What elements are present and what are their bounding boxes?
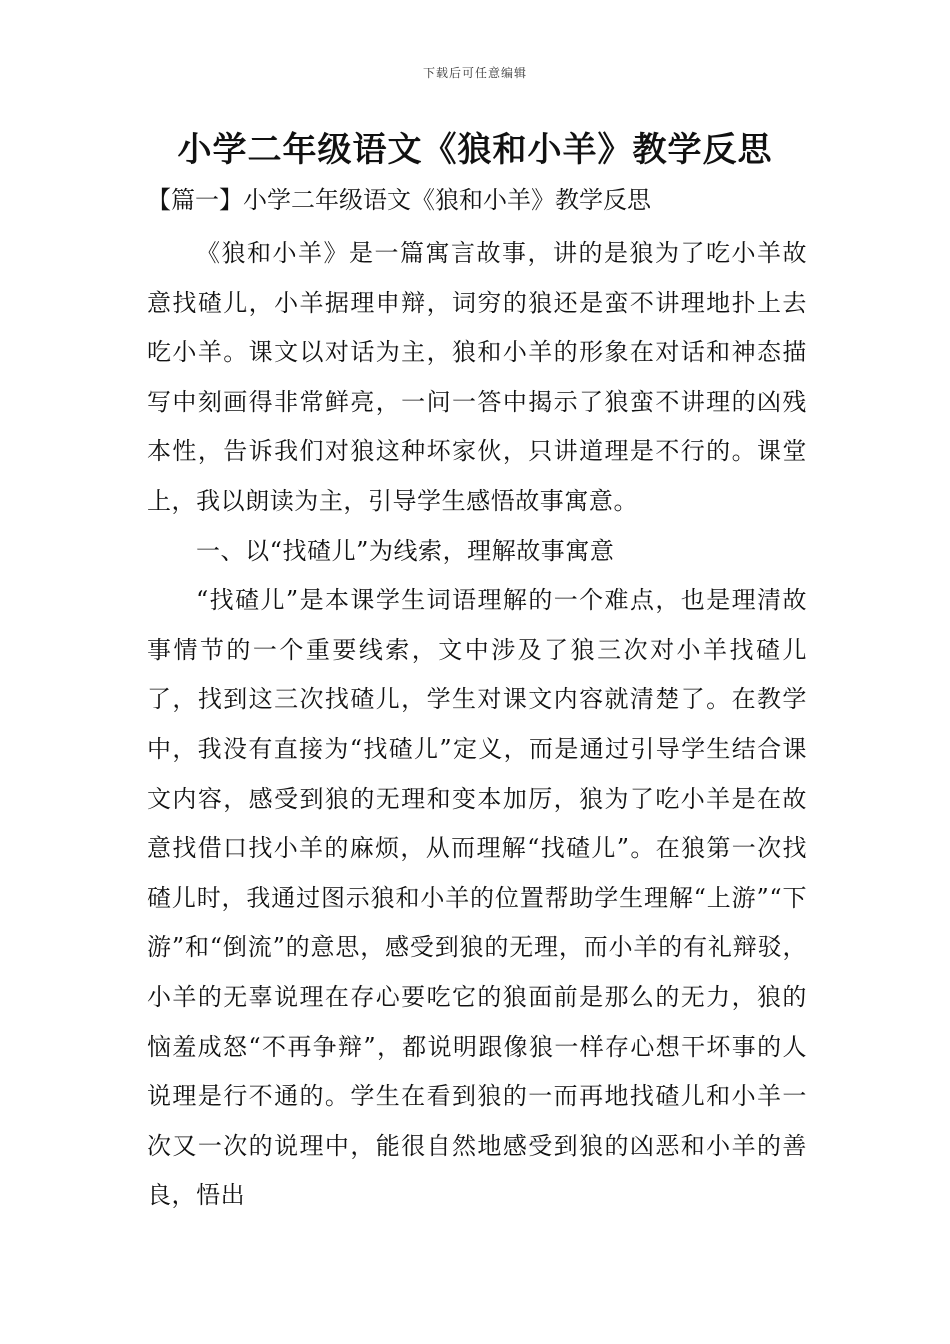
body-text bbox=[147, 229, 807, 1221]
section-heading: 【篇一】小学二年级语文《狼和小羊》教学反思 bbox=[147, 186, 651, 214]
document-title: 小学二年级语文《狼和小羊》教学反思 bbox=[177, 130, 773, 170]
header-note: 下载后可任意编辑 bbox=[422, 66, 527, 80]
paragraph-subheading: 一、以“找碴儿”为线索，理解故事寓意 bbox=[196, 536, 615, 565]
paragraph-analysis: “找碴儿”是本课学生词语理解的一个难点，也是理清故事情节的一个重要线索，文中涉及了狼三次对小羊找碴儿了，找到这三次找碴儿，学生对课文内容就清楚了。在教学中，我没有直接为“找碴儿”定义，而是通过引导学生结合课文内容，感受到狼的无理和变本加厉，狼为了吃小羊是在故意找借口找小羊的麻烦，从而理解“找碴儿”。在狼第一次找碴儿时，我通过图示狼和小羊的位置帮助学生理解“上游”“下游”和“倒流”的意思，感受到狼的无理，而小羊的有礼辩驳，小羊的无辜说理在存心要吃它的狼面前是那么的无力，狼的恼羞成怒“不再争辩”，都说明跟像狼一样存心想干坏事的人说理是行不通的。学生在看到狼的一而再地找碴儿和小羊一次又一次的说理中，能很自然地感受到狼的凶恶和小羊的善良，悟出 bbox=[147, 586, 807, 1210]
paragraph-intro: 《狼和小羊》是一篇寓言故事，讲的是狼为了吃小羊故意找碴儿，小羊据理申辩，词穷的狼还是蛮不讲理地扑上去吃小羊。课文以对话为主，狼和小羊的形象在对话和神态描写中刻画得非常鲜亮，一问一答中揭示了狼蛮不讲理的凶残本性，告诉我们对狼这种坏家伙，只讲道理是不行的。课堂上，我以朗读为主，引导学生感悟故事寓意。 bbox=[147, 239, 807, 515]
